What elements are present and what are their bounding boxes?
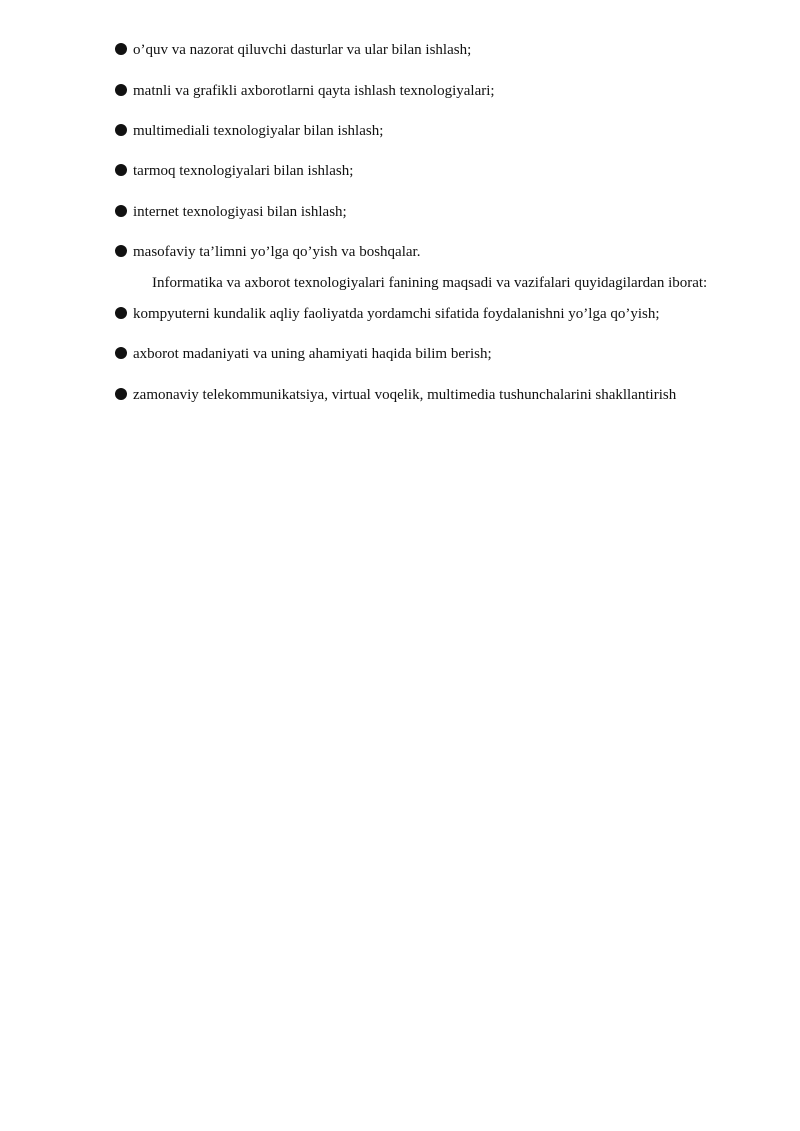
list-item (115, 344, 492, 364)
bullet-icon (115, 43, 127, 55)
list-item-text: tarmoq texnologiyalari bilan ishlash; (133, 163, 354, 179)
list-item-text: kompyuterni kundalik aqliy faoliyatda yordamchi sifatida foydalanishni yo’lga qo’yish; (133, 306, 660, 322)
bullet-icon (115, 347, 127, 359)
bullet-icon (115, 124, 127, 136)
bullet-icon (115, 245, 127, 257)
bullet-icon (115, 205, 127, 217)
list-item (115, 242, 420, 262)
list-item (115, 161, 353, 181)
list-item (115, 40, 471, 60)
list-item (115, 385, 676, 405)
list-item-text: zamonaviy telekommunikatsiya, virtual voqelik, multimedia tushunchalarini shakllantirish (133, 387, 677, 403)
list-item (115, 304, 660, 324)
bullet-icon (115, 388, 127, 400)
list-item (115, 81, 495, 101)
bullet-icon (115, 307, 127, 319)
list-item-text: matnli va grafikli axborotlarni qayta ishlash texnologiyalari; (133, 83, 495, 99)
list-item-text: internet texnologiyasi bilan ishlash; (133, 204, 347, 220)
bullet-icon (115, 84, 127, 96)
list-item-text: axborot madaniyati va uning ahamiyati haqida bilim berish; (133, 346, 492, 362)
bullet-icon (115, 164, 127, 176)
list-item-text: multimediali texnologiyalar bilan ishlash; (133, 123, 384, 139)
list-item-text: o’quv va nazorat qiluvchi dasturlar va ular bilan ishlash; (133, 42, 472, 58)
list-item (115, 121, 383, 141)
list-item-text: masofaviy ta’limni yo’lga qo’yish va boshqalar. (133, 244, 421, 260)
intro-paragraph: Informatika va axborot texnologiyalari fanining maqsadi va vazifalari quyidagilardan iborat: (152, 275, 708, 291)
list-item (115, 202, 347, 222)
